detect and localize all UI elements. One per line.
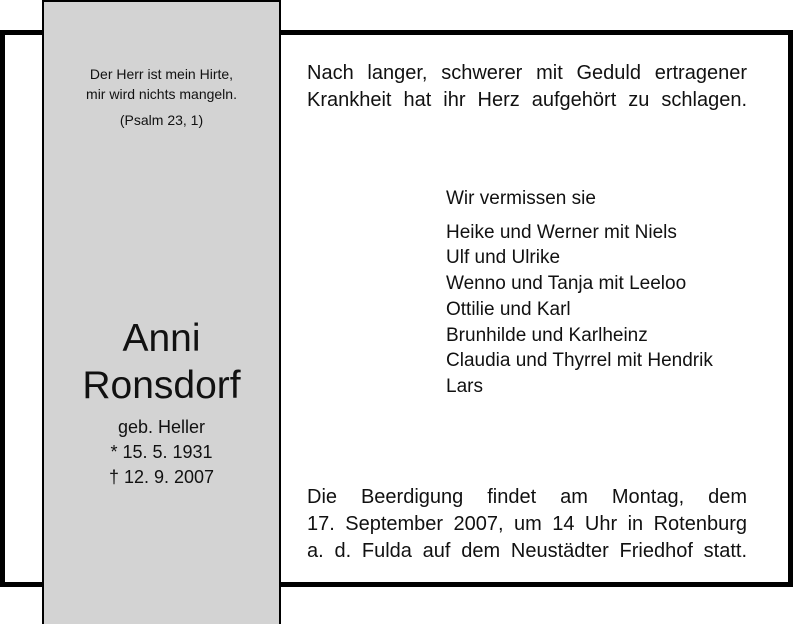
funeral-info — [307, 484, 747, 565]
psalm-reference: (Psalm 23, 1) — [119, 112, 204, 128]
mourner-item: Lars — [446, 375, 483, 397]
mourner-item: Claudia und Thyrrel mit Hendrik — [446, 350, 713, 372]
mourner-item: Wenno und Tanja mit Leeloo — [446, 273, 687, 295]
last-name: Ronsdorf — [82, 364, 241, 407]
intro-text — [307, 60, 747, 114]
sidebar-panel — [42, 0, 281, 624]
mourners-heading: Wir vermissen sie — [446, 188, 596, 209]
birth-date: * 15. 5. 1931 — [110, 442, 213, 462]
funeral-line-1: Die Beerdigung findet am Montag, dem — [307, 486, 747, 508]
psalm-line-1: Der Herr ist mein Hirte, — [89, 66, 234, 82]
mourner-item: Ulf und Ulrike — [446, 247, 561, 269]
mourner-item: Brunhilde und Karlheinz — [446, 324, 648, 346]
psalm-line-2: mir wird nichts mangeln. — [86, 86, 237, 102]
death-date: † 12. 9. 2007 — [108, 467, 215, 487]
mourner-item: Ottilie und Karl — [446, 298, 571, 320]
maiden-name: geb. Heller — [117, 417, 206, 437]
intro-line-2: Krankheit hat ihr Herz aufgehört zu schlagen. — [307, 89, 747, 111]
mourners-list — [446, 186, 713, 400]
life-details — [44, 415, 279, 490]
mourner-item: Heike und Werner mit Niels — [446, 221, 677, 243]
first-name: Anni — [122, 317, 201, 360]
funeral-line-3: a. d. Fulda auf dem Neustädter Friedhof statt. — [307, 540, 747, 562]
funeral-line-2: 17. September 2007, um 14 Uhr in Rotenburg — [307, 513, 747, 535]
deceased-name — [44, 315, 279, 409]
intro-line-1: Nach langer, schwerer mit Geduld ertragener — [307, 62, 747, 84]
psalm-quote — [44, 64, 279, 130]
